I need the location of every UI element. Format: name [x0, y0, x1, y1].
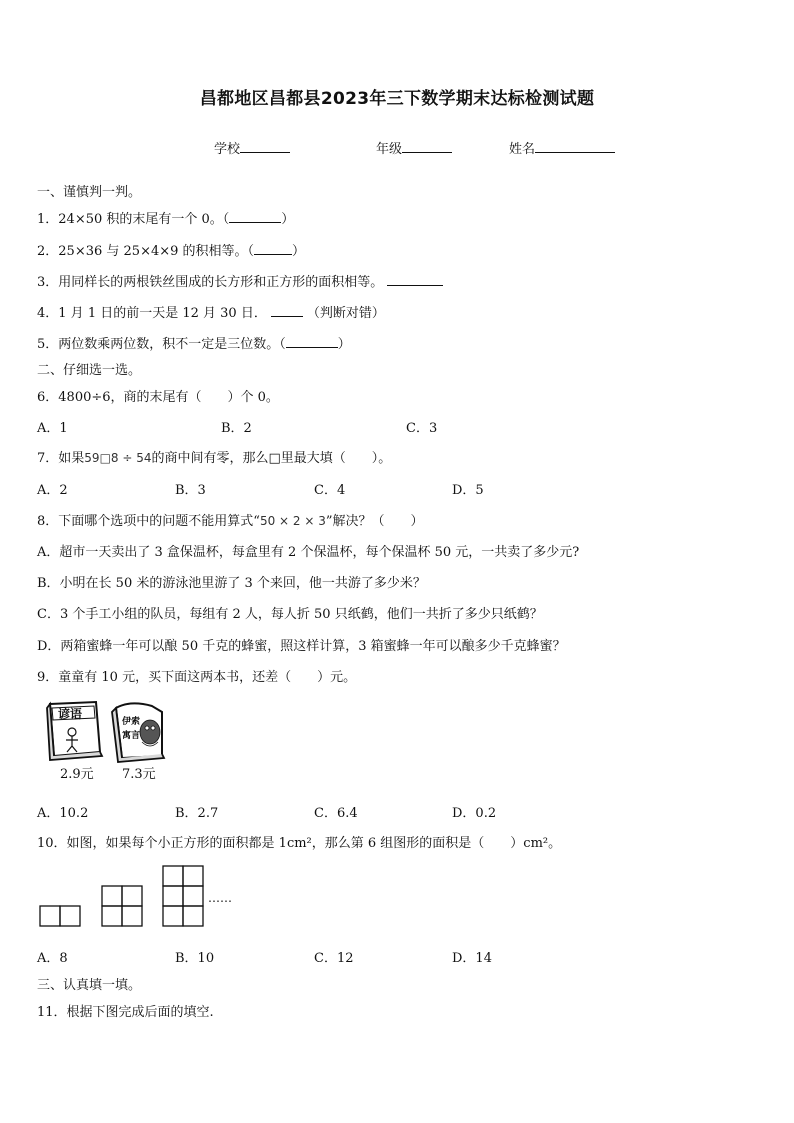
question-6: [37, 386, 279, 405]
name-label: 姓名: [509, 142, 536, 157]
q10-option-c[interactable]: C．12: [314, 951, 354, 966]
question-number: 5．: [37, 337, 59, 352]
question-10: [37, 832, 561, 851]
question-tail: ）: [292, 244, 306, 259]
question-tail: （判断对错）: [306, 306, 385, 321]
answer-blank[interactable]: [387, 274, 443, 286]
question-tail: ）: [281, 212, 295, 227]
question-3: [37, 271, 443, 290]
q6-option-b[interactable]: B．2: [221, 421, 252, 436]
school-blank[interactable]: [240, 140, 290, 153]
question-text: 两位数乘两位数，积不一定是三位数。（: [58, 337, 286, 352]
q7-option-b[interactable]: B．3: [175, 483, 206, 498]
grade-field: [376, 138, 452, 157]
answer-blank[interactable]: [254, 243, 292, 255]
question-number: 10．: [37, 836, 67, 851]
book1-title: 谚语: [58, 707, 83, 721]
name-blank[interactable]: [535, 140, 615, 153]
school-label: 学校: [214, 142, 241, 157]
question-5: [37, 333, 351, 352]
name-field: [509, 138, 615, 157]
section2-heading: 二、仔细选一选。: [37, 363, 142, 378]
question-text-tail: 的商中间有零，那么□里最大填（ ）。: [151, 451, 392, 466]
question-number: 7．: [37, 451, 59, 466]
question-1: [37, 208, 294, 227]
question-text: 24×50 积的末尾有一个 0。（: [58, 212, 230, 227]
school-field: [214, 138, 290, 157]
question-text: 童童有 10 元，买下面这两本书，还差（ ）元。: [58, 670, 357, 685]
q9-option-c[interactable]: C．6.4: [314, 806, 358, 821]
page-title: 昌都地区昌都县2023年三下数学期末达标检测试题: [199, 89, 595, 109]
question-4: [37, 302, 385, 321]
square-group-2: [102, 886, 142, 926]
question-text: 如果: [58, 451, 85, 466]
q9-option-a[interactable]: A．10.2: [37, 806, 89, 821]
q8-option-a[interactable]: A．超市一天卖出了 3 盒保温杯，每盒里有 2 个保温杯，每个保温杯 50 元，一共卖了多少元?: [37, 545, 580, 560]
grade-label: 年级: [376, 142, 403, 157]
q8-option-b[interactable]: B．小明在长 50 米的游泳池里游了 3 个来回，他一共游了多少米？: [37, 576, 426, 591]
books-illustration: [44, 698, 184, 788]
question-11: [37, 1001, 214, 1020]
question-text: 25×36 与 25×4×9 的积相等。（: [58, 244, 255, 259]
question-9: [37, 666, 356, 685]
answer-blank[interactable]: [286, 336, 338, 348]
question-8: [37, 510, 424, 529]
square-groups-figure: [38, 864, 248, 930]
question-number: 2．: [37, 244, 59, 259]
answer-blank[interactable]: [271, 305, 303, 317]
q7-option-d[interactable]: D．5: [452, 483, 484, 498]
question-text: 下面哪个选项中的问题不能用算式“: [58, 514, 260, 529]
q8-option-c[interactable]: C．3 个手工小组的队员，每组有 2 人，每人折 50 只纸鹤，他们一共折了多少只纸鹤？: [37, 607, 543, 622]
proverbs-book-icon: [47, 702, 102, 782]
question-text: 如图，如果每个小正方形的面积都是 1cm²，那么第 6 组图形的面积是（ ）cm²。: [66, 836, 562, 851]
question-text: 根据下图完成后面的填空.: [66, 1005, 214, 1020]
q9-option-b[interactable]: B．2.7: [175, 806, 219, 821]
q10-option-d[interactable]: D．14: [452, 951, 492, 966]
question-2: [37, 240, 305, 259]
question-text: 用同样长的两根铁丝围成的长方形和正方形的面积相等。: [58, 275, 384, 290]
q6-option-c[interactable]: C．3: [406, 421, 438, 436]
question-number: 8．: [37, 514, 59, 529]
question-7: [37, 447, 391, 466]
answer-blank[interactable]: [229, 211, 281, 223]
q9-option-d[interactable]: D．0.2: [452, 806, 497, 821]
question-number: 9．: [37, 670, 59, 685]
question-number: 1．: [37, 212, 59, 227]
aesop-fables-book-icon: [112, 703, 164, 782]
book2-title-line1: 伊索: [122, 717, 141, 727]
book2-title-line2: 寓言: [122, 731, 141, 741]
book1-price: 2.9元: [60, 767, 94, 782]
question-number: 3．: [37, 275, 59, 290]
multiplication-expression: 50 × 2 × 3: [259, 514, 326, 528]
question-number: 4．: [37, 306, 59, 321]
division-expression: 59□8 ÷ 54: [84, 451, 152, 465]
ellipsis: ……: [208, 891, 232, 905]
question-text: 4800÷6，商的末尾有（ ）个 0。: [58, 390, 279, 405]
grade-blank[interactable]: [402, 140, 452, 153]
section3-heading: 三、认真填一填。: [37, 978, 142, 993]
question-number: 11．: [37, 1005, 67, 1020]
square-group-1: [40, 906, 80, 926]
question-text: 1 月 1 日的前一天是 12 月 30 日．: [58, 306, 267, 321]
q7-option-c[interactable]: C．4: [314, 483, 346, 498]
q10-option-b[interactable]: B．10: [175, 951, 215, 966]
question-tail: ）: [337, 337, 351, 352]
q6-option-a[interactable]: A．1: [37, 421, 68, 436]
question-number: 6．: [37, 390, 59, 405]
square-group-3: [163, 866, 203, 926]
q7-option-a[interactable]: A．2: [37, 483, 68, 498]
q8-option-d[interactable]: D．两箱蜜蜂一年可以酿 50 千克的蜂蜜，照这样计算，3 箱蜜蜂一年可以酿多少千克蜂蜜？: [37, 639, 566, 654]
q10-option-a[interactable]: A．8: [37, 951, 68, 966]
question-text-tail: ”解决？（ ）: [325, 514, 424, 529]
book2-price: 7.3元: [122, 767, 156, 782]
section1-heading: 一、谨慎判一判。: [37, 185, 142, 200]
